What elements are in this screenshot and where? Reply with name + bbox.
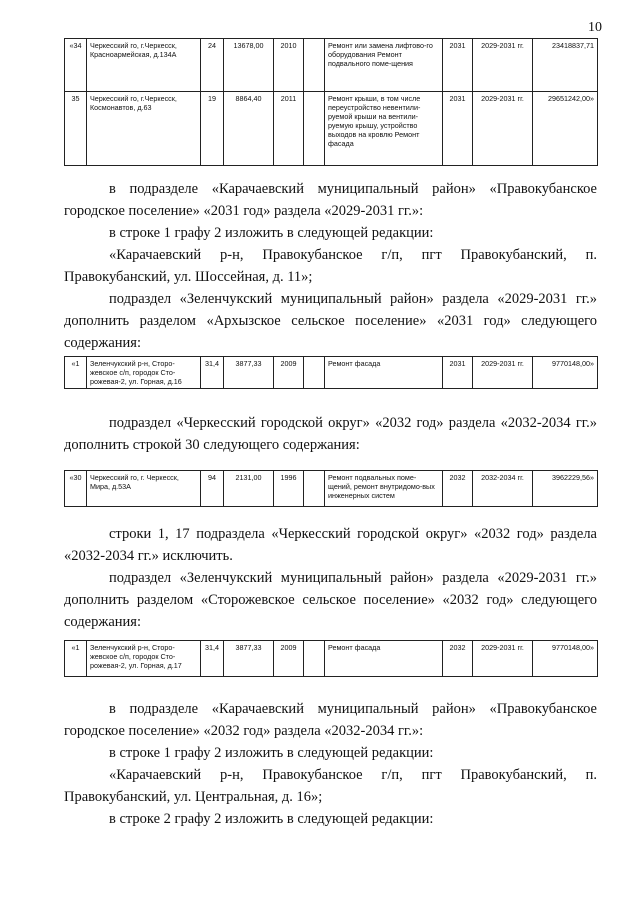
address-cell: Зеленчукский р-н, Сторо-жевское с/п, городок Сто-рожевая-2, ул. Горная, д.17 [87, 641, 201, 677]
cell-period: 2029-2031 гг. [473, 39, 533, 92]
paragraph-row1-col2-2032: в строке 1 графу 2 изложить в следующей редакции: [109, 745, 434, 761]
cell-cost: 29651242,00» [533, 92, 598, 166]
cell-col3: 94 [201, 471, 224, 507]
cell-cost: 9770148,00» [533, 641, 598, 677]
row-number: 35 [65, 92, 87, 166]
paragraph-zelenchuk-storozhevskoe: подраздел «Зеленчукский муниципальный район» раздела «2029-2031 гг.» дополнить разделом «Сторожевское сельское поселение» «2032 год» следующего содержания: [64, 570, 597, 630]
cell-empty [304, 641, 325, 677]
paragraph-row1-col2: в строке 1 графу 2 изложить в следующей редакции: [109, 225, 434, 241]
cell-plan-year: 2031 [443, 92, 473, 166]
cell-cost: 9770148,00» [533, 357, 598, 389]
address-cell: Черкесский го, г. Черкесск, Мира, д.53А [87, 471, 201, 507]
paragraph-cherkessk-row30: подраздел «Черкесский городской округ» «2032 год» раздела «2032-2034 гг.» дополнить строкой 30 следующего содержания: [64, 415, 597, 453]
work-type-cell: Ремонт крыши, в том числе переустройство невентили-руемой крыши на вентили-руемую крышу, устройство выходов на кровлю Ремонт фасада [325, 92, 443, 166]
cell-year: 2009 [274, 357, 304, 389]
cell-empty [304, 357, 325, 389]
cell-year: 2009 [274, 641, 304, 677]
paragraph-row2-col2: в строке 2 графу 2 изложить в следующей редакции: [109, 811, 434, 827]
cell-col4: 2131,00 [224, 471, 274, 507]
cell-col4: 3877,33 [224, 357, 274, 389]
cell-plan-year: 2032 [443, 471, 473, 507]
page-number: 10 [588, 20, 602, 35]
table-arkhyz [64, 356, 598, 389]
cell-year: 2011 [274, 92, 304, 166]
work-type-cell: Ремонт фасада [325, 641, 443, 677]
cell-col4: 3877,33 [224, 641, 274, 677]
table-row [65, 641, 598, 677]
work-type-cell: Ремонт подвальных поме-щений, ремонт внутридомо-вых инженерных систем [325, 471, 443, 507]
table-row [65, 39, 598, 92]
cell-empty [304, 39, 325, 92]
cell-year: 1996 [274, 471, 304, 507]
cell-col4: 8864,40 [224, 92, 274, 166]
cell-col3: 19 [201, 92, 224, 166]
address-cell: Черкесский го, г.Черкесск, Красноармейская, д.134А [87, 39, 201, 92]
cell-period: 2032-2034 гг. [473, 471, 533, 507]
work-type-cell: Ремонт фасада [325, 357, 443, 389]
cell-year: 2010 [274, 39, 304, 92]
cell-plan-year: 2031 [443, 39, 473, 92]
row-number: «1 [65, 641, 87, 677]
table-houses-cherkessk [64, 38, 598, 166]
cell-col4: 13678,00 [224, 39, 274, 92]
table-row [65, 471, 598, 507]
cell-period: 2029-2031 гг. [473, 357, 533, 389]
table-row [65, 357, 598, 389]
cell-period: 2029-2031 гг. [473, 92, 533, 166]
address-cell: Зеленчукский р-н, Сторо-жевское с/п, городок Сто-рожевая-2, ул. Горная, д.16 [87, 357, 201, 389]
paragraph-zelenchuk-arkhyz: подраздел «Зеленчукский муниципальный район» раздела «2029-2031 гг.» дополнить разделом «Архызское сельское поселение» «2031 год» следующего содержания: [64, 291, 597, 351]
paragraph-exclude-rows: строки 1, 17 подраздела «Черкесский городской округ» «2032 год» раздела «2032-2034 гг.» исключить. [64, 526, 597, 564]
cell-col3: 31,4 [201, 641, 224, 677]
cell-plan-year: 2031 [443, 357, 473, 389]
cell-cost: 23418837,71 [533, 39, 598, 92]
cell-col3: 24 [201, 39, 224, 92]
paragraph-karachaevsky-2032: в подразделе «Карачаевский муниципальный район» «Правокубанское городское поселение» «2032 год» раздела «2032-2034 гг.»: [64, 701, 597, 739]
paragraph-karachaevsky-2031: в подразделе «Карачаевский муниципальный район» «Правокубанское городское поселение» «2031 год» раздела «2029-2031 гг.»: [64, 181, 597, 219]
cell-col3: 31,4 [201, 357, 224, 389]
cell-period: 2029-2031 гг. [473, 641, 533, 677]
row-number: «30 [65, 471, 87, 507]
paragraph-address-shosseynaya: «Карачаевский р-н, Правокубанское г/п, пгт Правокубанский, п. Правокубанский, ул. Шоссейная, д. 11»; [64, 247, 597, 285]
address-cell: Черкесский го, г.Черкесск, Космонавтов, д.63 [87, 92, 201, 166]
paragraph-address-tsentralnaya: «Карачаевский р-н, Правокубанское г/п, пгт Правокубанский, п. Правокубанский, ул. Центральная, д. 16»; [64, 767, 597, 805]
cell-cost: 3962229,56» [533, 471, 598, 507]
table-storozhevskoe [64, 640, 598, 677]
work-type-cell: Ремонт или замена лифтово-го оборудования Ремонт подвального поме-щения [325, 39, 443, 92]
row-number: «34 [65, 39, 87, 92]
row-number: «1 [65, 357, 87, 389]
cell-plan-year: 2032 [443, 641, 473, 677]
cell-empty [304, 471, 325, 507]
table-row [65, 92, 598, 166]
cell-empty [304, 92, 325, 166]
table-cherkessk-row30 [64, 470, 598, 507]
